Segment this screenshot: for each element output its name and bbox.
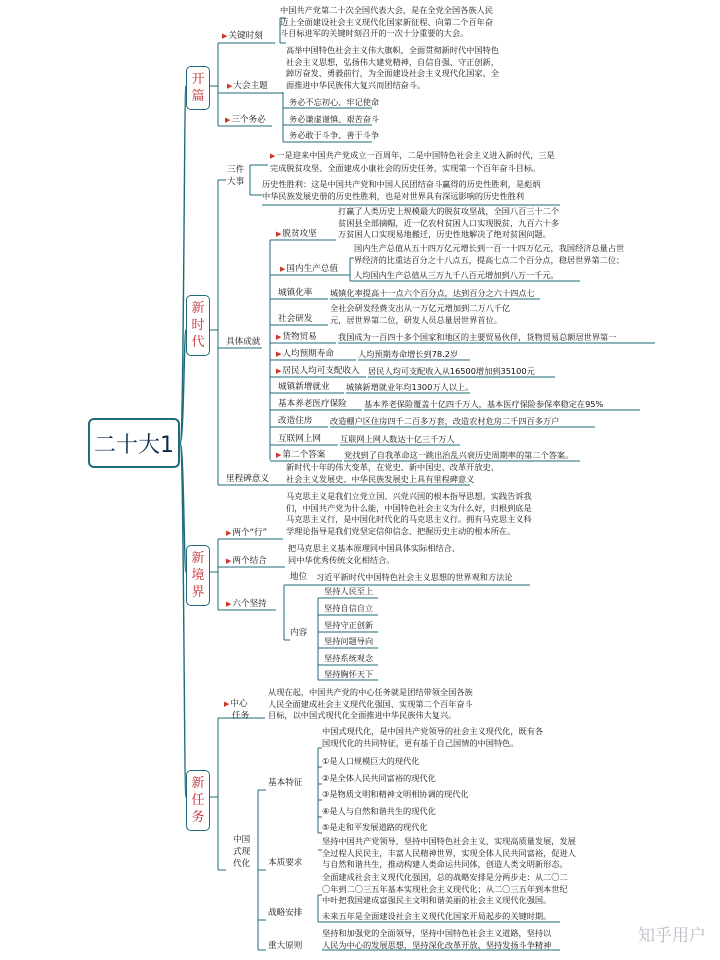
text-lishi: 历史性胜利：这是中国共产党和中国人民团结奋斗赢得的历史性胜利，是彪炳 中华民族发展史册的历史性胜利，也是对世界具有深远影响的历史性胜利 — [262, 179, 541, 201]
section-xinrenwu-label: 新任务 — [191, 776, 205, 825]
neirong-item: 坚持人民至上 — [324, 586, 374, 596]
label-cz: 城镇化率 — [278, 288, 313, 298]
flag-icon: ▶ — [276, 367, 282, 375]
section-xinshidai — [186, 295, 210, 356]
flag-icon: ▶ — [280, 265, 286, 273]
flag-icon: ▶ — [270, 152, 276, 160]
text-anpai-five: 未来五年是全面建设社会主义现代化国家开局起步的关键时期。 — [322, 911, 552, 921]
label-diwei: 地位 — [290, 572, 308, 582]
text-tezheng: 中国式现代化，是中国共产党领导的社会主义现代化，既有各 国现代化的共同特征，更有基于自己国情的中国特色。 — [322, 726, 544, 748]
wubi-item: 务必谦虚谨慎、艰苦奋斗 — [289, 114, 380, 124]
root-node: 二十大1 — [88, 418, 180, 468]
text-guanjian: 中国共产党第二十次全国代表大会，是在全党全国各族人民 迈上全面建设社会主义现代化国家新征程、向第二个百年奋 斗目标进军的关键时刻召开的一次十分重要的大会。 — [280, 5, 493, 38]
text-lcb: 新时代十年的伟大变革，在党史、新中国史、改革开放史、 社会主义发展史、中华民族发展史上具有里程碑意义 — [286, 462, 499, 484]
tezheng-item: ②是全体人民共同富裕的现代化 — [322, 773, 436, 783]
tezheng-item: ③是物质文明和精神文明相协调的现代化 — [322, 789, 469, 799]
label-liuge: ▶六个坚持 — [226, 599, 267, 609]
label-yuanze: 重大原则 — [268, 941, 303, 951]
text-yuanze: 坚持和加强党的全面领导，坚持中国特色社会主义道路，坚持以 人民为中心的发展思想，坚持深化改革开放，坚持发扬斗争精神 — [322, 928, 552, 950]
flag-icon: ▶ — [222, 32, 228, 40]
flag-icon: ▶ — [226, 529, 232, 537]
tezheng-item: ①是人口规模巨大的现代化 — [322, 756, 420, 766]
label-sm: ▶人均预期寿命 — [276, 349, 334, 359]
flag-icon: ▶ — [276, 333, 282, 341]
section-kaipian-label: 开篇 — [191, 72, 205, 104]
label-neirong: 内容 — [290, 628, 308, 638]
label-yaoqiu: 本质要求 — [268, 858, 303, 868]
label-jy: 城镇新增就业 — [278, 382, 330, 392]
label-sanjian: 三件 大事 — [227, 165, 245, 187]
flag-icon: ▶ — [224, 700, 230, 708]
text-cx: 全社会研发经费支出从一万亿元增加到二万八千亿 元，居世界第二位，研发人员总量居世界首位。 — [330, 303, 511, 325]
label-yl: 基本养老医疗保险 — [278, 399, 347, 409]
neirong-item: 坚持守正创新 — [324, 620, 374, 630]
text-de: 党找到了自我革命这一跳出治乱兴衰历史周期率的第二个答案。 — [344, 450, 574, 460]
label-gdp: ▶国内生产总值 — [280, 264, 338, 274]
text-yl: 基本养老保险覆盖十亿四千万人，基本医疗保险参保率稳定在95% — [364, 399, 604, 409]
neirong-item: 坚持系统观念 — [324, 653, 374, 663]
label-anpai: 战略安排 — [268, 908, 303, 918]
neirong-item: 坚持胸怀天下 — [324, 669, 374, 679]
label-jiehe: ▶两个结合 — [226, 556, 267, 566]
label-zgs: 中国 式现 代化 — [233, 835, 251, 869]
text-sr: 居民人均可支配收入从16500增加到35100元 — [368, 366, 535, 376]
label-zhuti: ▶大会主题 — [227, 81, 268, 91]
flag-icon: ▶ — [276, 451, 282, 459]
text-yaoqiu: 坚持中国共产党领导，坚持中国特色社会主义，实现高质量发展，发展 全过程人民民主，丰富人民精神世界，实现全体人民共同富裕，促进人 与自然和谐共生，推动构建人类命运共同体，创造人类文明新形态。 — [322, 836, 576, 869]
text-sanjian: ▶一是迎来中国共产党成立一百周年，二是中国特色社会主义进入新时代，三是 完成脱贫攻坚、全面建成小康社会的历史任务，实现第一个百年奋斗目标。 — [270, 150, 555, 173]
flag-icon: ▶ — [226, 557, 232, 565]
label-zhongxin: ▶中心 任务 — [224, 699, 250, 721]
label-xing: ▶两个“行” — [226, 528, 268, 538]
neirong-item: 坚持自信自立 — [324, 603, 374, 613]
section-xinshidai-label: 新时代 — [191, 301, 205, 350]
text-gz: 改造棚户区住房四千二百多万套，改造农村危房二千四百多万户 — [330, 416, 560, 426]
flag-icon: ▶ — [225, 116, 231, 124]
flag-icon: ▶ — [276, 350, 282, 358]
tezheng-item: ⑤是走和平发展道路的现代化 — [322, 822, 428, 832]
text-gdp-per: 人均国内生产总值从三万九千八百元增加到八万一千元。 — [354, 270, 559, 280]
text-zhongxin: 从现在起，中国共产党的中心任务就是团结带领全国各族 人民全面建成社会主义现代化强国、实现第二个百年奋斗 目标，以中国式现代化全面推进中华民族伟大复兴。 — [268, 687, 473, 720]
section-kaipian — [186, 66, 210, 110]
flag-icon: ▶ — [226, 600, 232, 608]
flag-icon: ▶ — [227, 82, 233, 90]
text-jiehe: 把马克思主义基本原理同中国具体实际相结合、 同中华优秀传统文化相结合。 — [288, 543, 460, 565]
label-juti: 具体成就 — [226, 337, 261, 347]
label-hw: ▶货物贸易 — [276, 332, 317, 342]
tezheng-item: ④是人与自然和谐共生的现代化 — [322, 806, 436, 816]
label-guanjian: ▶关键时刻 — [222, 31, 263, 41]
flag-icon: ▶ — [276, 230, 282, 238]
label-sr: ▶居民人均可支配收入 — [276, 366, 360, 376]
section-xinjingjie-label: 新境界 — [191, 551, 205, 600]
text-sm: 人均预期寿命增长到78.2岁 — [358, 349, 459, 359]
label-hl: 互联网上网 — [278, 434, 321, 444]
text-hw: 我国成为一百四十多个国家和地区的主要贸易伙伴，货物贸易总额居世界第一 — [338, 332, 617, 342]
label-tezheng: 基本特征 — [268, 778, 303, 788]
text-zhuti: 高举中国特色社会主义伟大旗帜，全面贯彻新时代中国特色 社会主义思想，弘扬伟大建党精神，自信自强、守正创新， 踔厉奋发、勇毅前行，为全面建设社会主义现代化国家、全 面推进中华民族伟大复兴而团结奋斗。 — [286, 45, 499, 90]
label-tuopin: ▶脱贫攻坚 — [276, 229, 317, 239]
text-tuopin: 打赢了人类历史上规模最大的脱贫攻坚战，全国八百三十二个 贫困县全部摘帽，近一亿农村贫困人口实现脱贫，九百六十多 万贫困人口实现易地搬迁，历史性地解决了绝对贫困问题。 — [338, 206, 560, 239]
section-xinrenwu — [186, 770, 210, 831]
wubi-item: 务必不忘初心、牢记使命 — [289, 97, 380, 107]
label-gz: 改造住房 — [278, 416, 313, 426]
section-xinjingjie — [186, 545, 210, 606]
label-lcb: 里程碑意义 — [226, 474, 269, 484]
text-xing: 马克思主义是我们立党立国、兴党兴国的根本指导思想。实践告诉我 们，中国共产党为什么能，中国特色社会主义为什么好，归根到底是 马克思主义行，是中国化时代化的马克思主义行。拥有马克思主义科 学理论指导是我们党坚定信仰信念、把握历史主动的根本所在。 — [286, 491, 532, 536]
text-anpai: 全面建成社会主义现代化强国，总的战略安排是分两步走：从二〇二 〇年到二〇三五年基本实现社会主义现代化；从二〇三五年到本世纪 中叶把我国建成富强民主文明和谐美丽的社会主义现代化强国。 — [322, 872, 568, 905]
wubi-item: 务必敢于斗争、善于斗争 — [289, 130, 380, 140]
label-cx: 社会研发 — [278, 314, 313, 324]
watermark: 知乎用户 — [638, 926, 706, 946]
text-cz: 城镇化率提高十一点六个百分点，达到百分之六十四点七 — [330, 288, 535, 298]
label-de: ▶第二个答案 — [276, 450, 326, 460]
label-wubi: ▶三个务必 — [225, 115, 266, 125]
text-gdp: 国内生产总值从五十四万亿元增长到一百一十四万亿元，我国经济总量占世 界经济的比重达百分之十八点五，提高七点二个百分点，稳居世界第二位； — [354, 243, 625, 265]
text-jy: 城镇新增就业年均1300万人以上。 — [346, 382, 474, 392]
neirong-item: 坚持问题导向 — [324, 636, 374, 646]
text-hl: 互联网上网人数达十亿三千万人 — [340, 434, 455, 444]
text-diwei: 习近平新时代中国特色社会主义思想的世界观和方法论 — [316, 572, 513, 582]
